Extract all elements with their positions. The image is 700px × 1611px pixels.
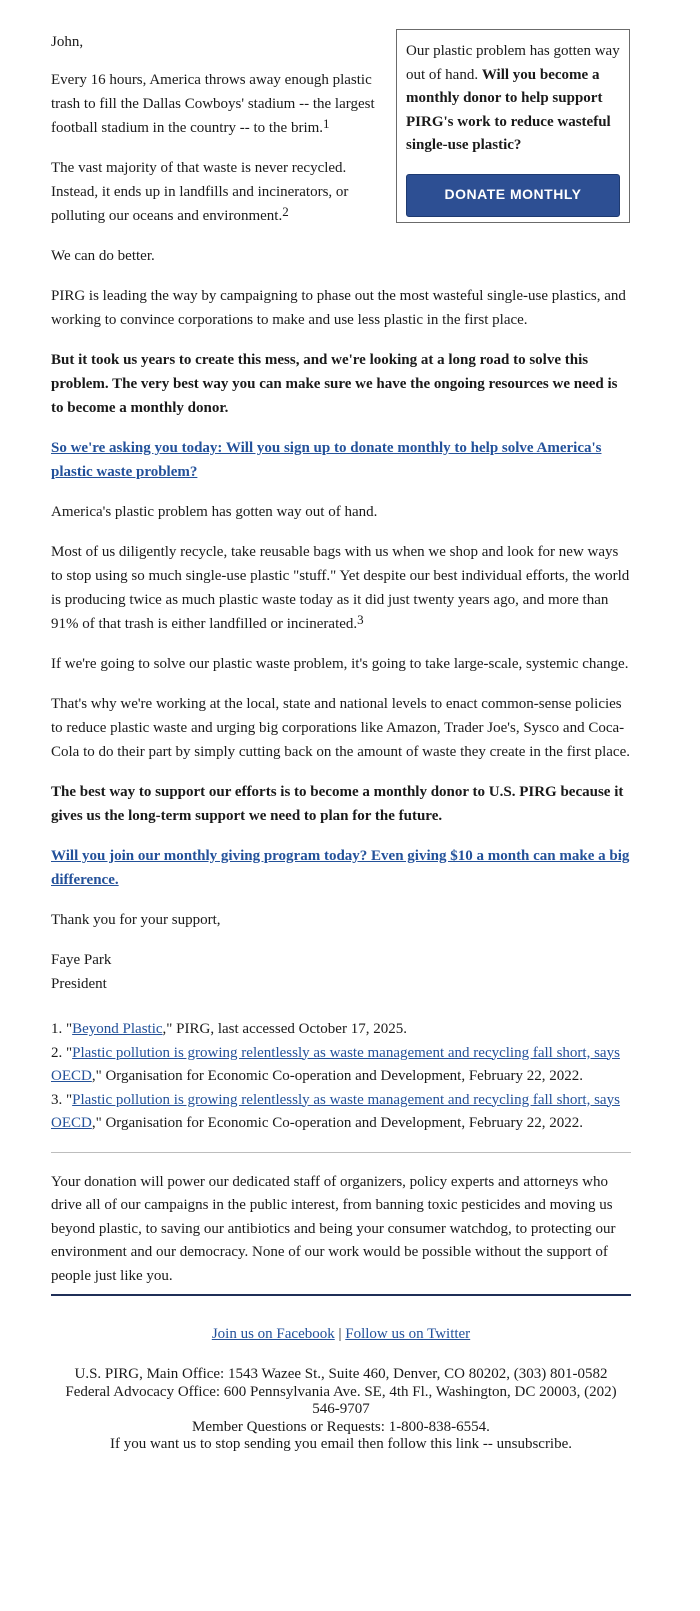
link-separator: | bbox=[338, 1326, 342, 1342]
monthly-giving-link[interactable]: Will you join our monthly giving program today? Even giving $10 a month can make a big difference. bbox=[51, 848, 630, 888]
body-paragraph: If we're going to solve our plastic waste problem, it's going to take large-scale, systemic change. bbox=[51, 656, 629, 672]
footnote-ref-3: 3 bbox=[357, 612, 364, 627]
body-paragraph: That's why we're working at the local, state and national levels to enact common-sense policies to reduce plastic waste and urging big corporations like Amazon, Trader Joe's, Sysco and Coca-Cola to do their part by simply cutting back on the amount of waste they create in the first place. bbox=[51, 696, 631, 760]
social-links bbox=[51, 1322, 631, 1346]
body-paragraph: We can do better. bbox=[51, 248, 155, 264]
body-paragraph: Most of us diligently recycle, take reusable bags with us when we shop and look for new ways to stop using so much single-use plastic "stuff." Yet despite our best individual efforts, the world is producing twice as much plastic waste today as it did just twenty years ago, and more than 91% of that trash is either landfilled or incinerated.$^3$ bbox=[51, 544, 630, 632]
greeting: John, bbox=[51, 34, 84, 50]
footnote-3: 3. "Plastic pollution is growing relentlessly as waste management and recycling fall short, says OECD," Organisation for Economic Co-operation and Development, February 22, 2022. bbox=[51, 1091, 620, 1131]
intro-column bbox=[51, 68, 386, 228]
twitter-link[interactable]: Follow us on Twitter bbox=[345, 1326, 471, 1342]
donate-callout-lead: Our plastic problem has gotten way out of hand. bbox=[406, 43, 620, 83]
body-paragraph: America's plastic problem has gotten way out of hand. bbox=[51, 504, 378, 520]
donate-callout-question: Will you become a monthly donor to help support PIRG's work to reduce wasteful single-use plastic? bbox=[406, 66, 611, 153]
footnote-2: 2. "Plastic pollution is growing relentlessly as waste management and recycling fall short, says OECD," Organisation for Economic Co-operation and Development, February 22, 2022. bbox=[51, 1044, 620, 1084]
footnote-link-1[interactable]: Beyond Plastic bbox=[72, 1021, 163, 1037]
intro-paragraph-2: The vast majority of that waste is never recycled. Instead, it ends up in landfills and incinerators, or polluting our oceans and environment.$^2$ bbox=[51, 160, 349, 224]
address-block bbox=[51, 1366, 631, 1454]
body-paragraph-bold: But it took us years to create this mess, and we're looking at a long road to solve this problem. The very best way you can make sure we have the ongoing resources we need is to become a monthly donor. bbox=[51, 352, 618, 416]
facebook-link[interactable]: Join us on Facebook bbox=[211, 1326, 335, 1342]
donate-monthly-button[interactable]: DONATE MONTHLY bbox=[406, 174, 620, 217]
footer-text: Your donation will power our dedicated staff of organizers, policy experts and attorneys who drive all of our campaigns in the public interest, from banning toxic pesticides and moving us beyond plastic, to saving our antibiotics and being your consumer watchdog, to protecting our environment and our democracy. None of our work would be possible without the support of people just like you. bbox=[51, 1173, 616, 1284]
signature bbox=[51, 948, 631, 996]
footnote-link-2[interactable]: Plastic pollution is growing relentlessly as waste management and recycling fall short, says OECD bbox=[51, 1044, 620, 1084]
federal-office: Federal Advocacy Office: 600 Pennsylvania Ave. SE, 4th Fl., Washington, DC 20003, (202) 546-9707 bbox=[65, 1383, 617, 1417]
signature-title: President bbox=[51, 976, 107, 992]
divider bbox=[51, 1152, 631, 1153]
footnote-link-3[interactable]: Plastic pollution is growing relentlessly as waste management and recycling fall short, says OECD bbox=[51, 1091, 620, 1131]
footnote-ref-1: 1 bbox=[323, 116, 330, 131]
main-office: U.S. PIRG, Main Office: 1543 Wazee St., Suite 460, Denver, CO 80202, (303) 801-0582 bbox=[74, 1366, 608, 1382]
closing: Thank you for your support, bbox=[51, 912, 221, 928]
donate-monthly-link[interactable]: So we're asking you today: Will you sign up to donate monthly to help solve America's plastic waste problem? bbox=[51, 440, 602, 480]
footnote-1: 1. "Beyond Plastic," PIRG, last accessed October 17, 2025. bbox=[51, 1021, 407, 1037]
intro-paragraph-1: Every 16 hours, America throws away enough plastic trash to fill the Dallas Cowboys' stadium -- the largest football stadium in the country -- to the brim.$^1$ bbox=[51, 72, 375, 136]
body-paragraph: PIRG is leading the way by campaigning to phase out the most wasteful single-use plastics, and working to convince corporations to make and use less plastic in the first place. bbox=[51, 288, 626, 328]
member-questions: Member Questions or Requests: 1-800-838-6554. bbox=[192, 1418, 490, 1435]
footer-rule bbox=[51, 1294, 631, 1296]
email-body bbox=[51, 30, 631, 1454]
body-paragraph-bold: The best way to support our efforts is to become a monthly donor to U.S. PIRG because it gives us the long-term support we need to plan for the future. bbox=[51, 784, 624, 824]
footnote-ref-2: 2 bbox=[282, 204, 289, 219]
signature-name: Faye Park bbox=[51, 952, 112, 968]
footnotes bbox=[51, 1018, 631, 1136]
unsubscribe-line[interactable]: If you want us to stop sending you email then follow this link -- unsubscribe. bbox=[109, 1436, 573, 1452]
